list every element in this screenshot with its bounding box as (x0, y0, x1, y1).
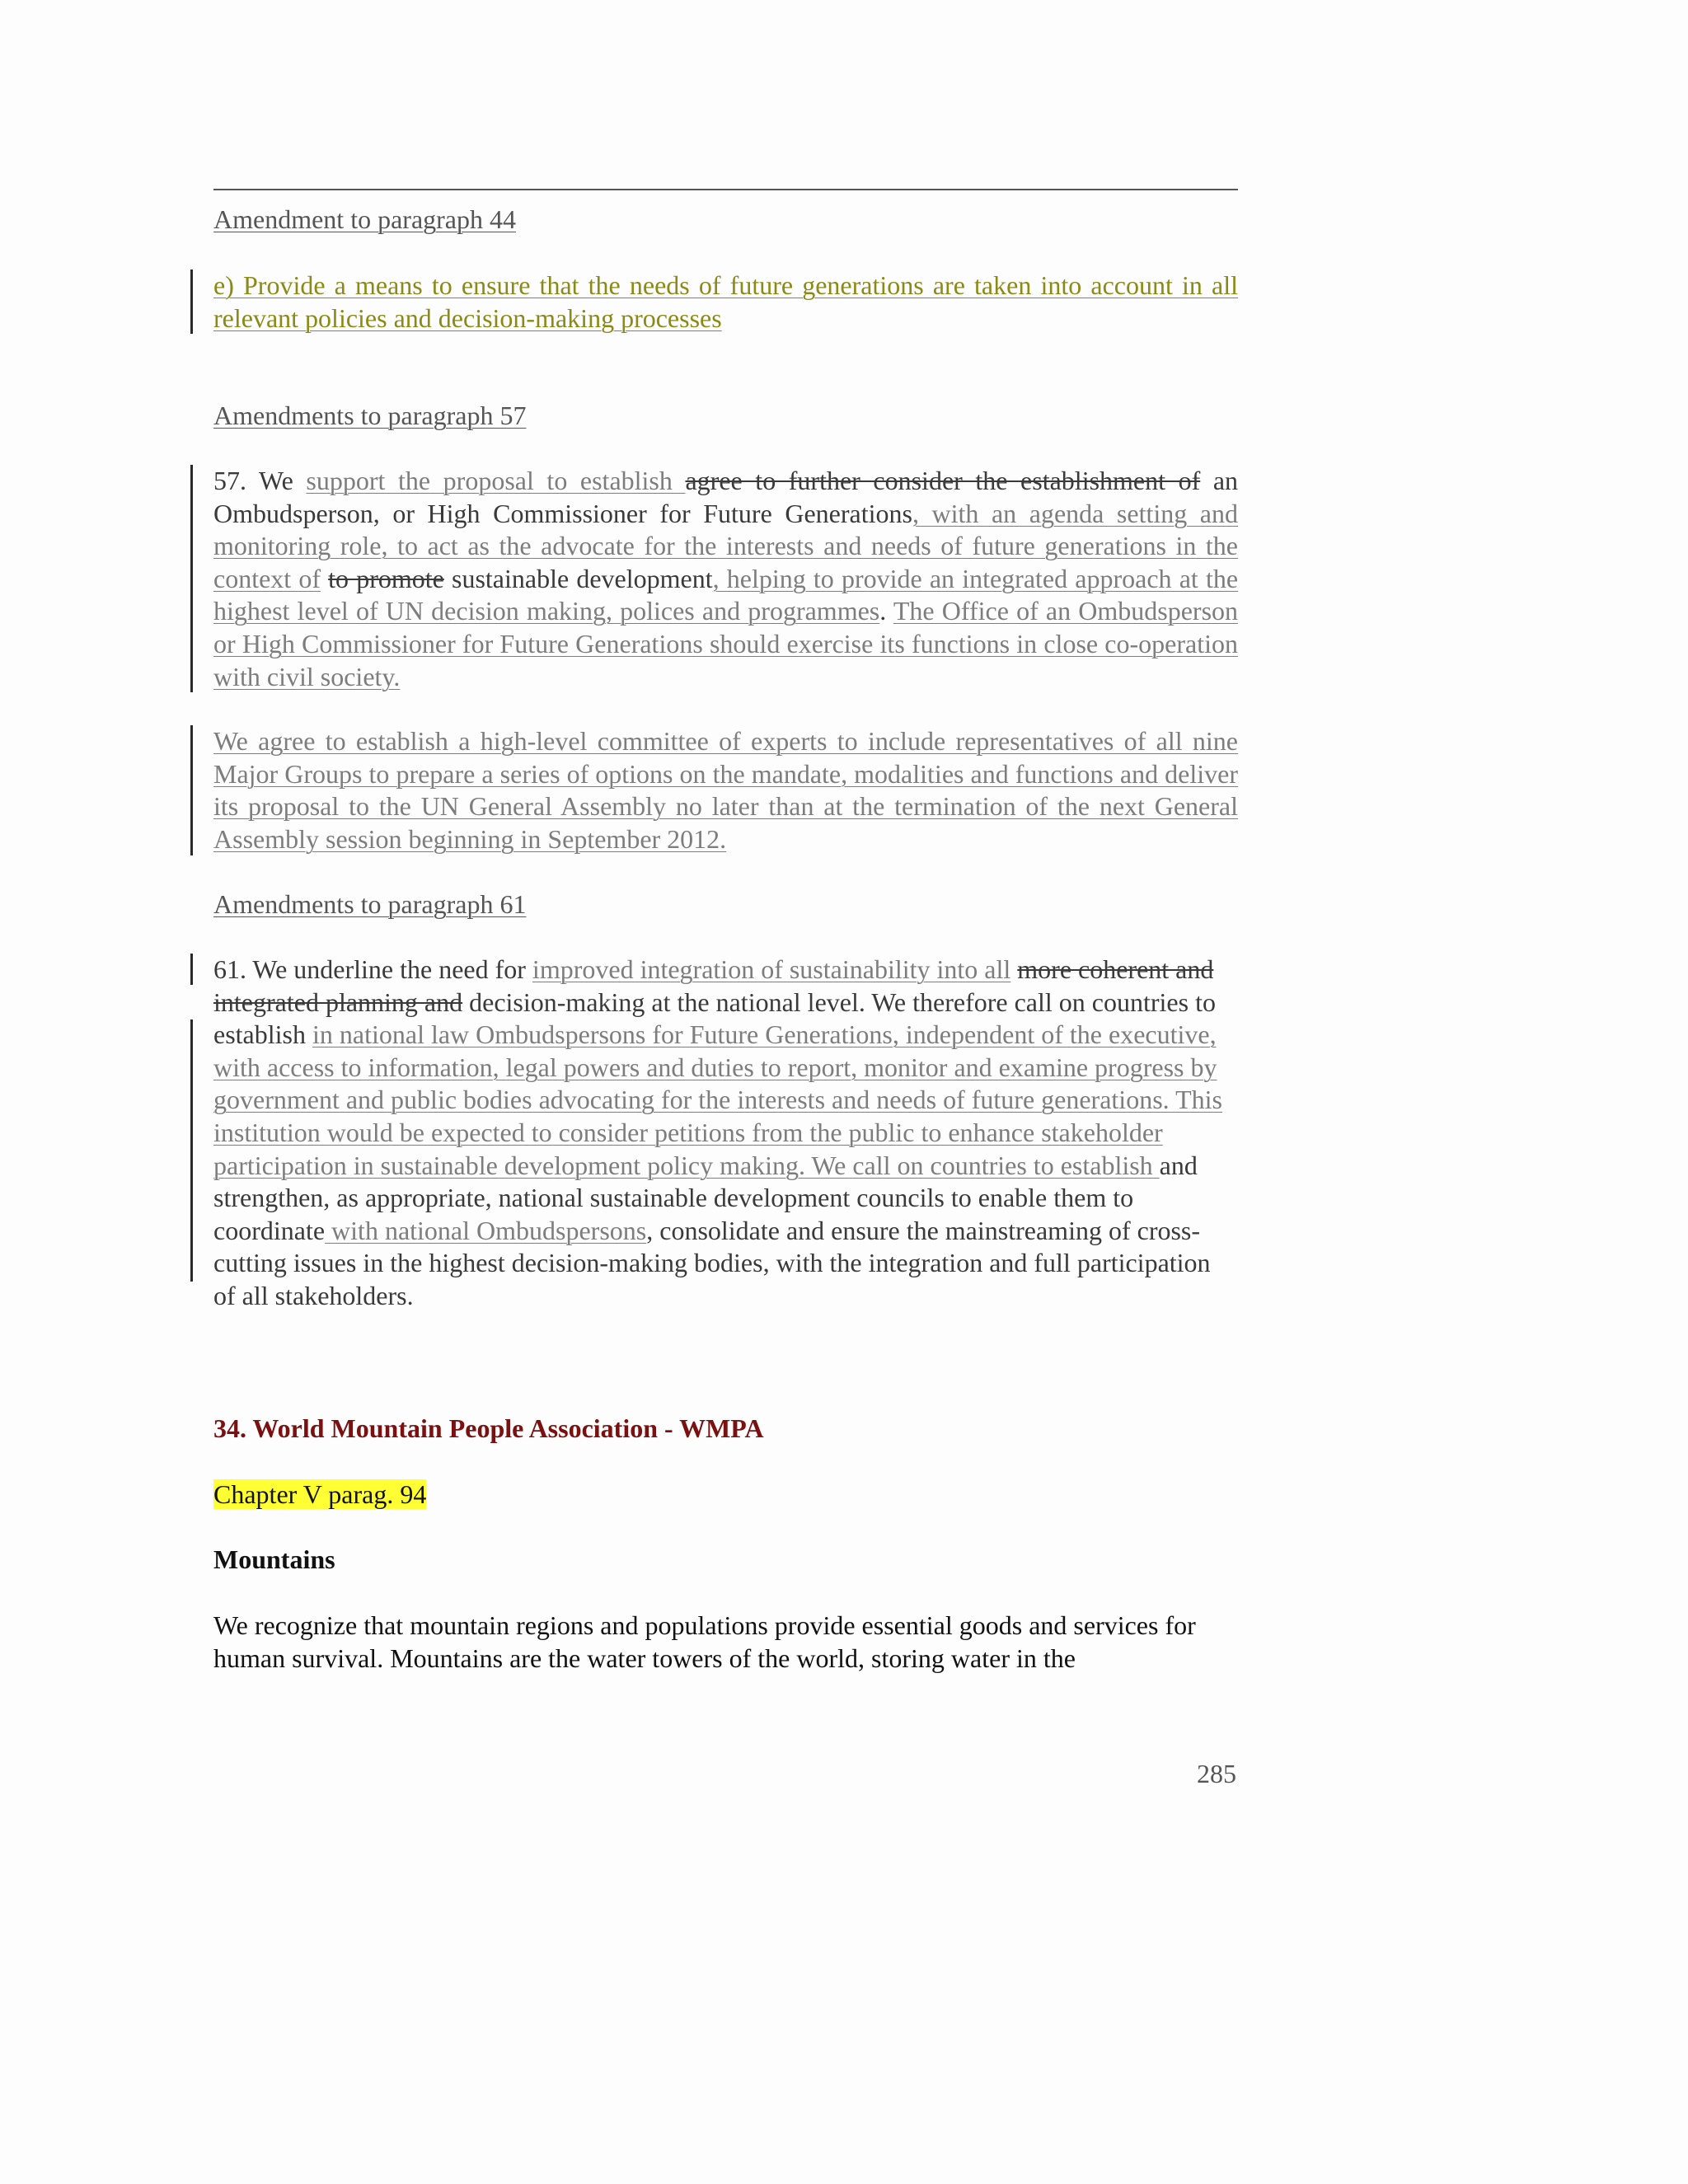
change-bar (190, 465, 193, 692)
amendment-57-heading: Amendments to paragraph 57 (213, 401, 527, 430)
mountains-heading: Mountains (213, 1544, 335, 1574)
amendment-61-heading: Amendments to paragraph 61 (213, 889, 527, 919)
paragraph-61: 61. We underline the need for improved integration of sustainability into all more coherent and integrated planning and decision-making at the national level. We therefore call on countries to establish in national law Ombudspersons for Future Generations, independent of the executive, with access to information, legal powers and duties to report, monitor and examine progress by government and public bodies advocating for the interests and needs of future generations. This institution would be expected to consider petitions from the public to enhance stakeholder participation in sustainable development policy making. We call on countries to establish and strengthen, as appropriate, national sustainable development councils to enable them to coordinate with national Ombudspersons, consolidate and ensure the mainstreaming of cross-cutting issues in the highest decision-making bodies, with the integration and full participation of all stakeholders. (213, 954, 1222, 1310)
change-bar (190, 1019, 193, 1282)
change-bar (190, 725, 193, 855)
amendment-44-text: e) Provide a means to ensure that the needs of future generations are taken into account in all relevant policies and decision-making processes (213, 270, 1238, 333)
paragraph-57-committee: We agree to establish a high-level committee of experts to include representatives of all nine Major Groups to prepare a series of options on the mandate, modalities and functions and deliver its proposal to the UN General Assembly no later than at the termination of the next General Assembly session beginning in September 2012. (213, 726, 1238, 854)
amendment-44-heading: Amendment to paragraph 44 (213, 204, 516, 234)
change-bar (190, 954, 193, 985)
page-number: 285 (1197, 1759, 1236, 1788)
mountains-body: We recognize that mountain regions and populations provide essential goods and services for human survival. Mountains are the water towers of the world, storing water in the (213, 1610, 1196, 1673)
chapter-reference: Chapter V parag. 94 (213, 1479, 427, 1509)
change-bar (190, 269, 193, 334)
paragraph-57: 57. We support the proposal to establish agree to further consider the establishment of an Ombudsperson, or High Commissioner for Future Generations, with an agenda setting and monitoring role, to act as the advocate for the interests and needs of future generations in the context of to promote sustainable development, helping to provide an integrated approach at the highest level of UN decision making, polices and programmes. The Office of an Ombudsperson or High Commissioner for Future Generations should exercise its functions in close co-operation with civil society. (213, 466, 1239, 691)
section-34-title: 34. World Mountain People Association - WMPA (213, 1413, 764, 1443)
top-rule (213, 189, 1238, 190)
